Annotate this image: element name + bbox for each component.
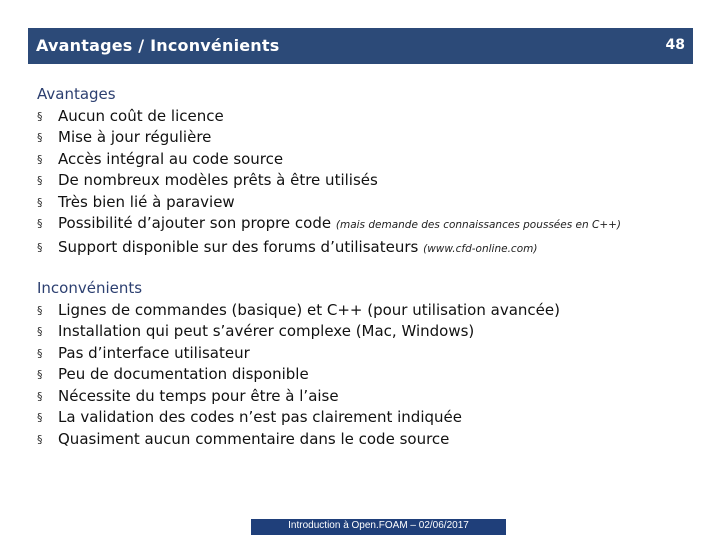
disadvantages-heading: Inconvénients — [37, 279, 143, 297]
advantages-list — [37, 106, 621, 261]
advantages-item — [37, 106, 621, 128]
slide-title: Avantages / Inconvénients — [36, 36, 280, 55]
advantages-item — [37, 237, 621, 261]
advantages-item — [37, 170, 621, 192]
disadvantages-item-text: Peu de documentation disponible — [58, 365, 309, 383]
advantages-item — [37, 192, 621, 214]
bullet-icon: § — [37, 411, 43, 424]
bullet-icon: § — [37, 325, 43, 338]
disadvantages-item — [37, 407, 560, 429]
disadvantages-item-text: Pas d’interface utilisateur — [58, 343, 250, 362]
advantages-item-note: (mais demande des connaissances poussées en C++) — [335, 219, 622, 231]
footer-text: Introduction à Open.FOAM – 02/06/2017 — [288, 520, 469, 531]
disadvantages-item — [37, 364, 560, 386]
disadvantages-item — [37, 321, 560, 343]
disadvantages-item-text: La validation des codes n’est pas clairement indiquée — [58, 408, 462, 426]
disadvantages-item — [37, 343, 560, 365]
slide-header — [28, 28, 693, 64]
disadvantages-list — [37, 300, 560, 451]
disadvantages-item-text: Quasiment aucun commentaire dans le code source — [58, 429, 450, 448]
advantages-item-text: Très bien lié à paraview — [58, 192, 235, 211]
advantages-item-note: (www.cfd-online.com) — [423, 242, 538, 255]
bullet-icon: § — [37, 389, 43, 403]
advantages-section — [37, 84, 621, 260]
bullet-icon: § — [37, 174, 43, 187]
disadvantages-item — [37, 429, 560, 451]
bullet-icon: § — [37, 109, 43, 123]
bullet-icon: § — [37, 303, 43, 317]
disadvantages-section — [37, 278, 560, 450]
advantages-item — [37, 149, 621, 171]
bullet-icon: § — [37, 240, 43, 254]
disadvantages-item — [37, 386, 560, 408]
disadvantages-item — [37, 300, 560, 322]
advantages-item — [37, 127, 621, 149]
bullet-icon: § — [37, 346, 43, 360]
bullet-icon: § — [37, 152, 43, 166]
footer-bar — [251, 519, 506, 535]
slide-number: 48 — [665, 37, 685, 53]
advantages-item-text: Support disponible sur des forums d’utilisateurs — [58, 237, 424, 256]
advantages-item-text: Accès intégral au code source — [58, 149, 284, 168]
slide-footer — [28, 519, 693, 540]
advantages-item-text: Possibilité d’ajouter son propre code — [58, 214, 336, 232]
disadvantages-item-text: Lignes de commandes (basique) et C++ (pour utilisation avancée) — [58, 300, 560, 319]
advantages-item-text: Aucun coût de licence — [58, 106, 224, 125]
bullet-icon: § — [37, 432, 43, 446]
advantages-item-text: De nombreux modèles prêts à être utilisés — [58, 171, 378, 189]
bullet-icon: § — [37, 195, 43, 209]
advantages-item-text: Mise à jour régulière — [58, 128, 212, 146]
advantages-heading: Avantages — [37, 85, 116, 103]
advantages-item — [37, 213, 621, 237]
disadvantages-item-text: Installation qui peut s’avérer complexe (Mac, Windows) — [58, 322, 475, 340]
disadvantages-item-text: Nécessite du temps pour être à l’aise — [58, 386, 339, 405]
bullet-icon: § — [37, 131, 43, 144]
bullet-icon: § — [37, 368, 43, 381]
bullet-icon: § — [37, 217, 43, 230]
